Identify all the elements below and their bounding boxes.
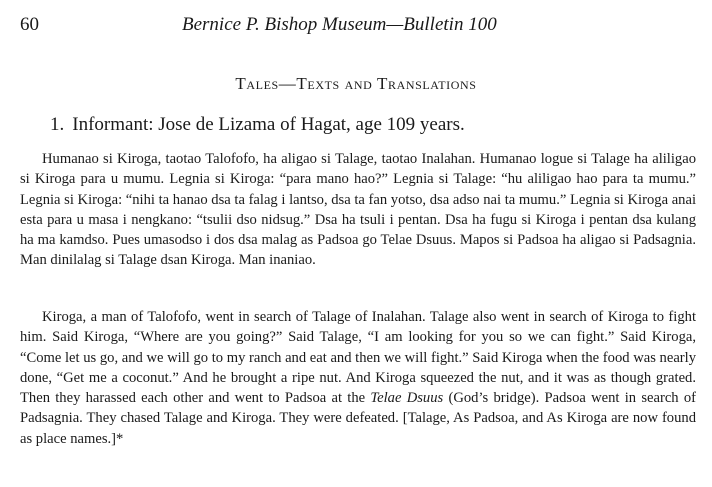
translation-italic-term: Telae Dsuus <box>370 390 444 407</box>
page-header <box>20 14 700 42</box>
section-title: Tales—Texts and Translations <box>235 74 477 93</box>
chamorro-text-paragraph: Humanao si Kiroga, taotao Talofofo, ha aligao si Talage, taotao Inalahan. Humanao logue si Talage ha aliligao si Kiroga para u mumu. Legnia si Kiroga: “para mano hao?” Legnia si Talage: “hu aliligao hao para ta mumu.” Legnia si Kiroga: “nihi ta hanao dsa ta falag i lantso, dsa ta fan yotso, dsa adso nai ta mumu.” Legnia si Kiroga anai esta para u masa i nengkano: “tsulii dso nidsug.” Dsa ha tsuli i pentan. Dsa ha fugu si Kiroga i pentan dsa kulang ha ma kamdso. Pues umasodso i dos dsa malag as Padsoa go Telae Dsuus. Mapos si Padsoa ha aligao si Padsagnia. Man dinilalag si Talage dsan Kiroga. Man inaniao. <box>20 151 696 269</box>
informant-subheading <box>50 114 465 136</box>
translation-text-end: (God’s bridge). Padsoa went in search of Padsagnia. They chased Talage and Kiroga. They were defeated. [Talage, As Padsoa, and As Kiroga are now found as place names.]* <box>20 390 697 447</box>
english-translation-paragraph <box>20 307 696 449</box>
subheading-text: Informant: Jose de Lizama of Hagat, age 109 years. <box>72 114 465 135</box>
running-head: Bernice P. Bishop Museum—Bulletin 100 <box>182 14 497 35</box>
subheading-number: 1. <box>50 114 65 135</box>
page-number: 60 <box>20 14 39 35</box>
translation-text-start: Kiroga, a man of Talofofo, went in search of Talage of Inalahan. Talage also went in search of Kiroga to fight him. Said Kiroga, “Where are you going?” Said Talage, “I am looking for you so we can fight.” Said Kiroga, “Come let us go, and we will go to my ranch and eat and then we will fight.” Said Kiroga when the food was nearly done, “Get me a coconut.” And he brought a ripe nut. And Kiroga squeezed the nut, and it was as though grated. Then they harassed each other and went to Padsoa at the <box>20 309 697 407</box>
